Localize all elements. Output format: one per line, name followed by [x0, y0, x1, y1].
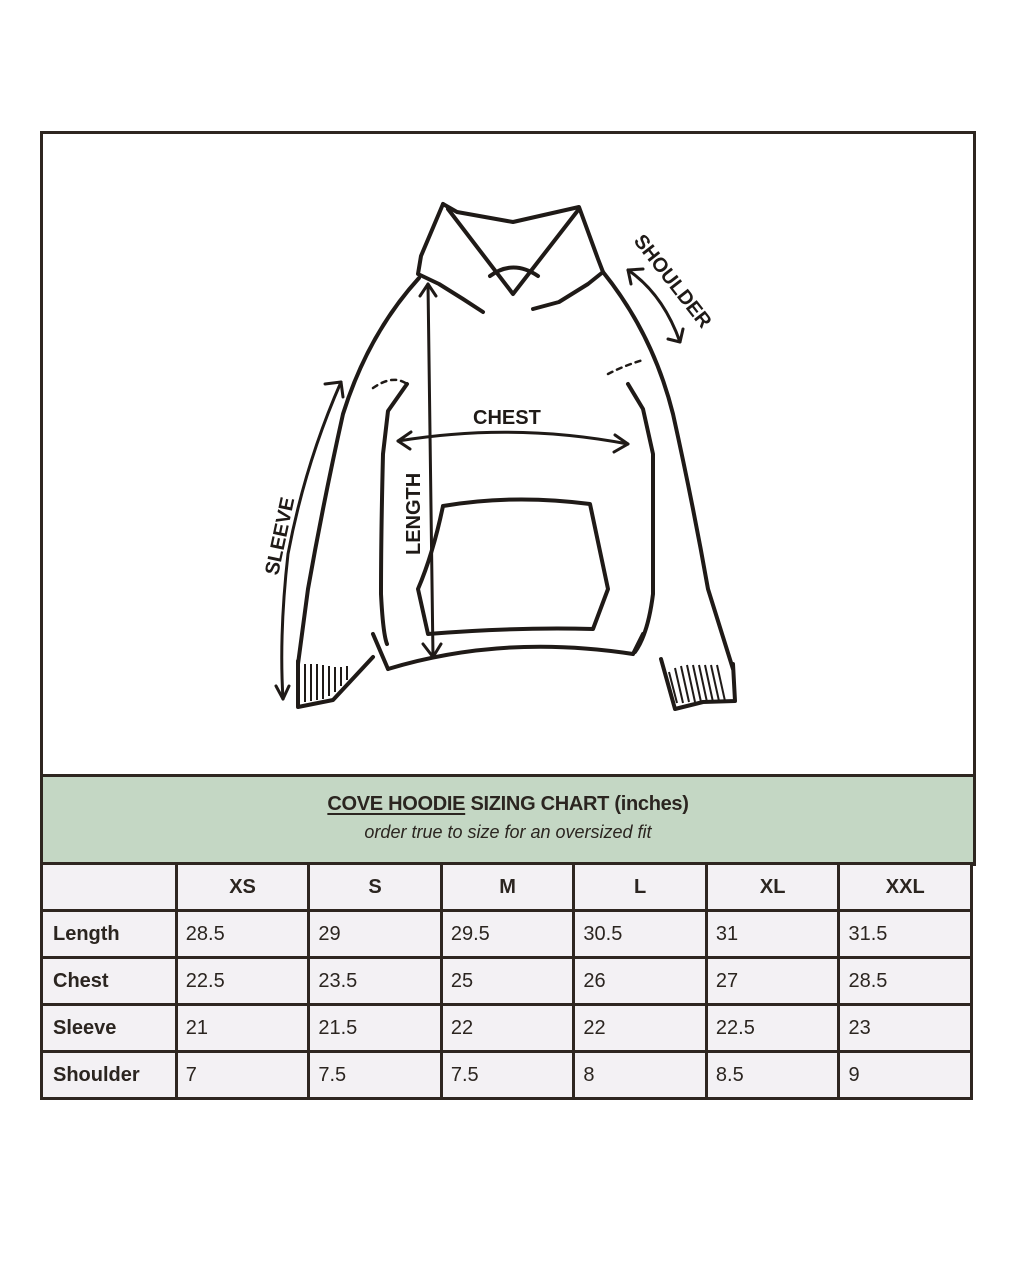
chart-title — [43, 793, 973, 816]
header-xs: XS — [176, 864, 309, 911]
table-cell: 29.5 — [441, 911, 574, 958]
row-label: Length — [42, 911, 177, 958]
header-s: S — [309, 864, 442, 911]
table-cell: 27 — [706, 958, 839, 1005]
chart-subtitle: order true to size for an oversized fit — [364, 822, 652, 842]
table-cell: 25 — [441, 958, 574, 1005]
table-cell: 30.5 — [574, 911, 707, 958]
chart-title-rest: SIZING CHART (inches) — [465, 793, 689, 815]
hoodie-diagram — [43, 134, 973, 774]
header-xl: XL — [706, 864, 839, 911]
table-cell: 31.5 — [839, 911, 972, 958]
table-row-shoulder — [42, 1052, 972, 1099]
sizing-chart-banner — [40, 774, 976, 866]
table-cell: 21.5 — [309, 1005, 442, 1052]
table-cell: 26 — [574, 958, 707, 1005]
table-cell: 9 — [839, 1052, 972, 1099]
table-cell: 28.5 — [176, 911, 309, 958]
table-cell: 22 — [441, 1005, 574, 1052]
table-cell: 22.5 — [706, 1005, 839, 1052]
table-cell: 21 — [176, 1005, 309, 1052]
table-cell: 22 — [574, 1005, 707, 1052]
size-header-row — [42, 864, 972, 911]
table-cell: 31 — [706, 911, 839, 958]
header-l: L — [574, 864, 707, 911]
table-cell: 29 — [309, 911, 442, 958]
table-cell: 7.5 — [309, 1052, 442, 1099]
illustration-frame — [40, 131, 976, 777]
chest-label: CHEST — [473, 407, 541, 429]
table-cell: 8 — [574, 1052, 707, 1099]
length-label: LENGTH — [403, 472, 425, 555]
shoulder-label: SHOULDER — [629, 230, 716, 333]
header-corner — [42, 864, 177, 911]
table-row-sleeve — [42, 1005, 972, 1052]
table-row-length — [42, 911, 972, 958]
row-label: Chest — [42, 958, 177, 1005]
table-cell: 28.5 — [839, 958, 972, 1005]
table-cell: 22.5 — [176, 958, 309, 1005]
size-table — [40, 862, 973, 1100]
table-cell: 7 — [176, 1052, 309, 1099]
table-row-chest — [42, 958, 972, 1005]
sleeve-label: SLEEVE — [261, 495, 300, 578]
table-cell: 8.5 — [706, 1052, 839, 1099]
product-name: COVE HOODIE — [327, 793, 466, 815]
header-xxl: XXL — [839, 864, 972, 911]
row-label: Shoulder — [42, 1052, 177, 1099]
row-label: Sleeve — [42, 1005, 177, 1052]
header-m: M — [441, 864, 574, 911]
table-cell: 7.5 — [441, 1052, 574, 1099]
table-cell: 23.5 — [309, 958, 442, 1005]
table-cell: 23 — [839, 1005, 972, 1052]
